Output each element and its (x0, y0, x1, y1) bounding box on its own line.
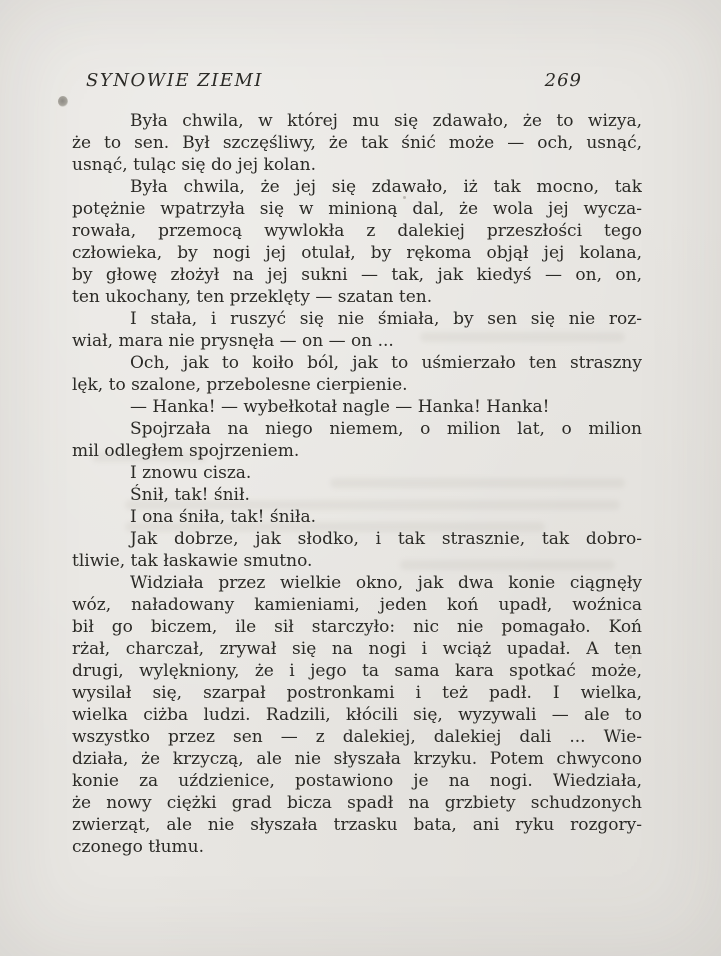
text-line: — Hanka! — wybełkotał nagle — Hanka! Hanka! (130, 397, 550, 417)
text-line: wóz, naładowany kamieniami, jeden koń upadł, woźnica (72, 595, 642, 615)
text-line: wielka ciżba ludzi. Radzili, kłócili się, wyzywali — ale to (72, 705, 642, 725)
text-line: Widziała przez wielkie okno, jak dwa konie ciągnęły (130, 573, 642, 593)
text-line: Śnił, tak! śnił. (130, 485, 250, 505)
text-line: I znowu cisza. (130, 463, 252, 483)
text-line: Była chwila, że jej się zdawało, iż tak mocno, tak (130, 177, 642, 197)
text-line: wszystko przez sen — z dalekiej, dalekiej dali ... Wie- (72, 727, 642, 747)
text-line: człowieka, by nogi jej otulał, by rękoma objął jej kolana, (72, 243, 642, 263)
text-line: rżał, charczał, zrywał się na nogi i wciąż upadał. A ten (72, 639, 642, 659)
text-line: mil odległem spojrzeniem. (72, 441, 300, 461)
page-body (72, 110, 642, 858)
text-line: Jak dobrze, jak słodko, i tak strasznie, tak dobro- (130, 529, 642, 549)
text-line: I stała, i ruszyć się nie śmiała, by sen się nie roz- (130, 309, 642, 329)
text-line: działa, że krzyczą, ale nie słyszała krzyku. Potem chwycono (72, 749, 642, 769)
text-line: czonego tłumu. (72, 837, 205, 857)
ink-spot (58, 96, 68, 107)
text-line: ten ukochany, ten przeklęty — szatan ten. (72, 287, 433, 307)
text-line: Spojrzała na niego niemem, o milion lat, o milion (130, 419, 642, 439)
text-line: Och, jak to koiło ból, jak to uśmierzało ten straszny (130, 353, 642, 373)
text-line: usnąć, tuląc się do jej kolan. (72, 155, 316, 175)
text-line: konie za uździenice, postawiono je na nogi. Wiedziała, (72, 771, 642, 791)
text-line: że nowy ciężki grad bicza spadł na grzbiety schudzonych (72, 793, 642, 813)
text-line: drugi, wylękniony, że i jego ta sama kara spotkać może, (72, 661, 642, 681)
text-line: bił go biczem, ile sił starczyło: nic nie pomagało. Koń (72, 617, 642, 637)
book-title-header: SYNOWIE ZIEMI (86, 70, 263, 91)
text-line: wiał, mara nie prysnęła — on — on ... (72, 331, 394, 351)
running-header (72, 70, 642, 94)
text-line: potężnie wpatrzyła się w minioną dal, że wola jej wycza- (72, 199, 642, 219)
text-line: że to sen. Był szczęśliwy, że tak śnić może — och, usnąć, (72, 133, 642, 153)
text-line: wysilał się, szarpał postronkami i też padł. I wielka, (72, 683, 642, 703)
page-number: 269 (544, 70, 582, 91)
text-line: lęk, to szalone, przebolesne cierpienie. (72, 375, 408, 395)
text-line: zwierząt, ale nie słyszała trzasku bata, ani ryku rozgory- (72, 815, 642, 835)
text-line: I ona śniła, tak! śniła. (130, 507, 317, 527)
text-line: by głowę złożył na jej sukni — tak, jak kiedyś — on, on, (72, 265, 642, 285)
text-line: Była chwila, w której mu się zdawało, że to wizya, (130, 111, 642, 131)
text-line: tliwie, tak łaskawie smutno. (72, 551, 313, 571)
text-line: rowała, przemocą wywlokła z dalekiej przeszłości tego (72, 221, 642, 241)
